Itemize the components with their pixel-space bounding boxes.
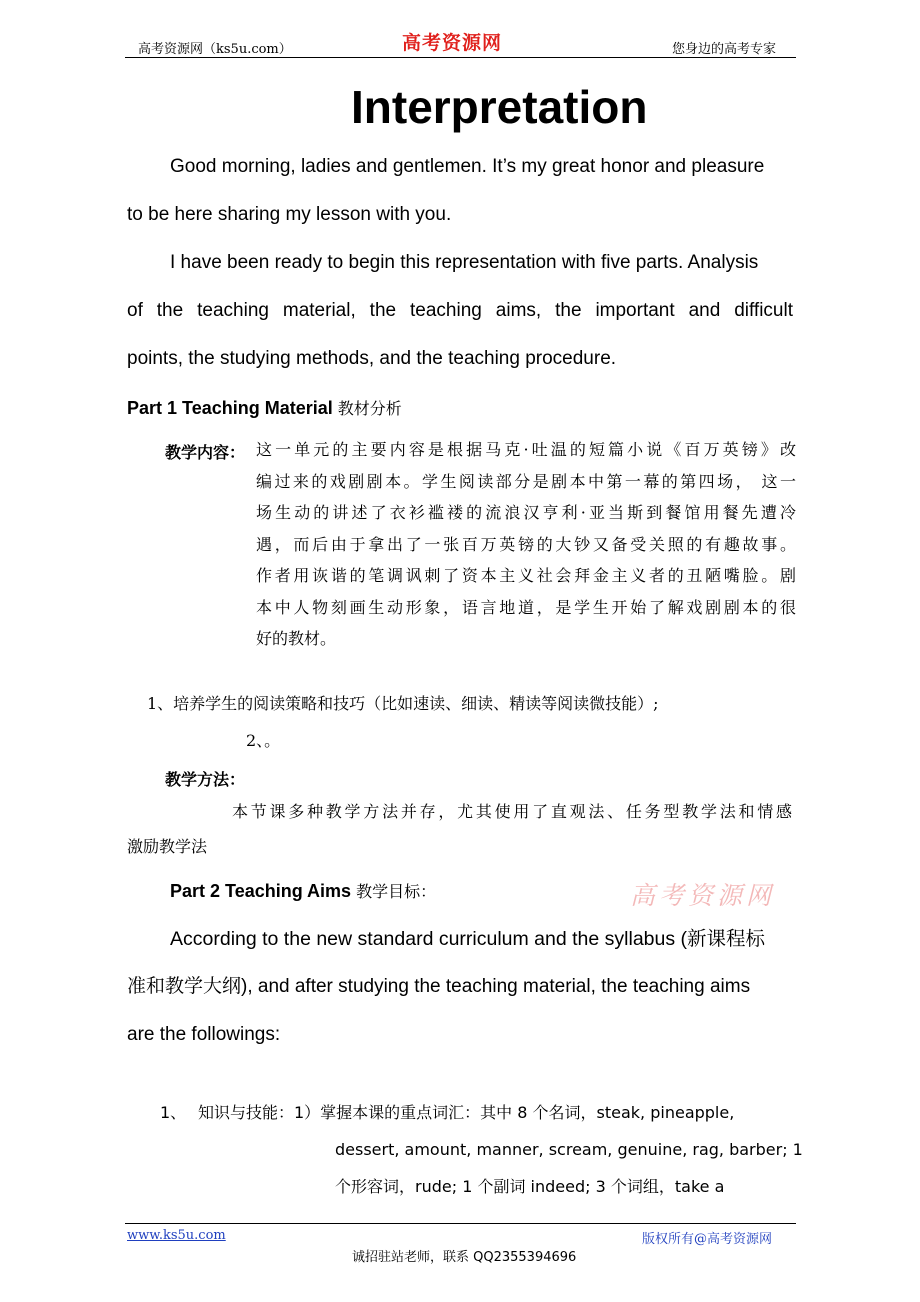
content-line: 作者用诙谐的笔调讽刺了资本主义社会拜金主义者的丑陋嘴脸。剧	[256, 566, 796, 585]
aims-item-number: 1、	[160, 1103, 187, 1122]
aims-p-line2: 准和教学大纲), and after studying the teaching material, the teaching aims	[127, 976, 751, 997]
footer-copyright: 版权所有@高考资源网	[642, 1232, 773, 1247]
method-label: 教学方法：	[165, 770, 246, 789]
aims-p-line3: are the followings:	[127, 1024, 281, 1045]
footer-site-link[interactable]: www.ks5u.com	[127, 1228, 226, 1243]
footer-contact: 诚招驻站老师，联系 QQ2355394696	[352, 1250, 577, 1265]
content-line: 好的教材。	[256, 629, 337, 648]
list-item-2: 2、。	[246, 731, 281, 750]
intro-p2-line1: I have been ready to begin this representation with five parts. Analysis	[170, 252, 759, 273]
part2-heading	[170, 879, 436, 902]
content-line: 这一单元的主要内容是根据马克·吐温的短篇小说《百万英镑》改	[256, 440, 796, 459]
intro-p2-line3: points, the studying methods, and the teaching procedure.	[127, 348, 617, 369]
header-site-name: 高考资源网（ks5u.com）	[138, 42, 292, 57]
method-line1: 本节课多种教学方法并存，尤其使用了直观法、任务型教学法和情感	[232, 802, 792, 821]
intro-p2-line2: of the teaching material, the teaching aims, the important and difficult	[127, 300, 793, 321]
header-rule	[125, 57, 796, 58]
footer-rule	[125, 1223, 796, 1224]
part2-heading-en: Part 2 Teaching Aims	[170, 881, 357, 901]
part1-heading-cn: 教材分析	[337, 399, 402, 418]
content-line: 场生动的讲述了衣衫褴褛的流浪汉亨利·亚当斯到餐馆用餐先遭冷	[256, 503, 796, 522]
intro-p1-line1: Good morning, ladies and gentlemen. It’s my great honor and pleasure	[170, 156, 765, 177]
content-label: 教学内容：	[165, 443, 246, 462]
content-line: 编过来的戏剧剧本。学生阅读部分是剧本中第一幕的第四场， 这一	[256, 471, 796, 491]
intro-p1-line2: to be here sharing my lesson with you.	[127, 204, 452, 225]
content-line: 本中人物刻画生动形象，语言地道，是学生开始了解戏剧剧本的很	[256, 597, 796, 617]
part1-heading	[127, 396, 402, 419]
method-line2: 激励教学法	[127, 837, 208, 856]
aims-p-line1: According to the new standard curriculum and the syllabus (新课程标	[170, 928, 766, 950]
aims-item-line1: 知识与技能：1）掌握本课的重点词汇：其中 8 个名词，steak, pineapple,	[198, 1103, 735, 1122]
part1-heading-en: Part 1 Teaching Material	[127, 398, 338, 418]
page-title: Interpretation	[351, 81, 648, 133]
content-paragraph	[256, 434, 796, 655]
list-item-1: 1、培养学生的阅读策略和技巧（比如速读、细读、精读等阅读微技能）;	[147, 694, 659, 713]
part2-heading-cn: 教学目标：	[356, 882, 437, 901]
aims-item-line3: 个形容词，rude; 1 个副词 indeed; 3 个词组，take a	[335, 1177, 725, 1196]
watermark-logo: 高考资源网	[630, 881, 776, 910]
aims-item-line2: dessert, amount, manner, scream, genuine, rag, barber; 1	[335, 1140, 803, 1159]
header-slogan: 您身边的高考专家	[672, 42, 777, 57]
header-logo: 高考资源网	[402, 32, 503, 54]
content-line: 遇，而后由于拿出了一张百万英镑的大钞又备受关照的有趣故事。	[256, 534, 796, 554]
